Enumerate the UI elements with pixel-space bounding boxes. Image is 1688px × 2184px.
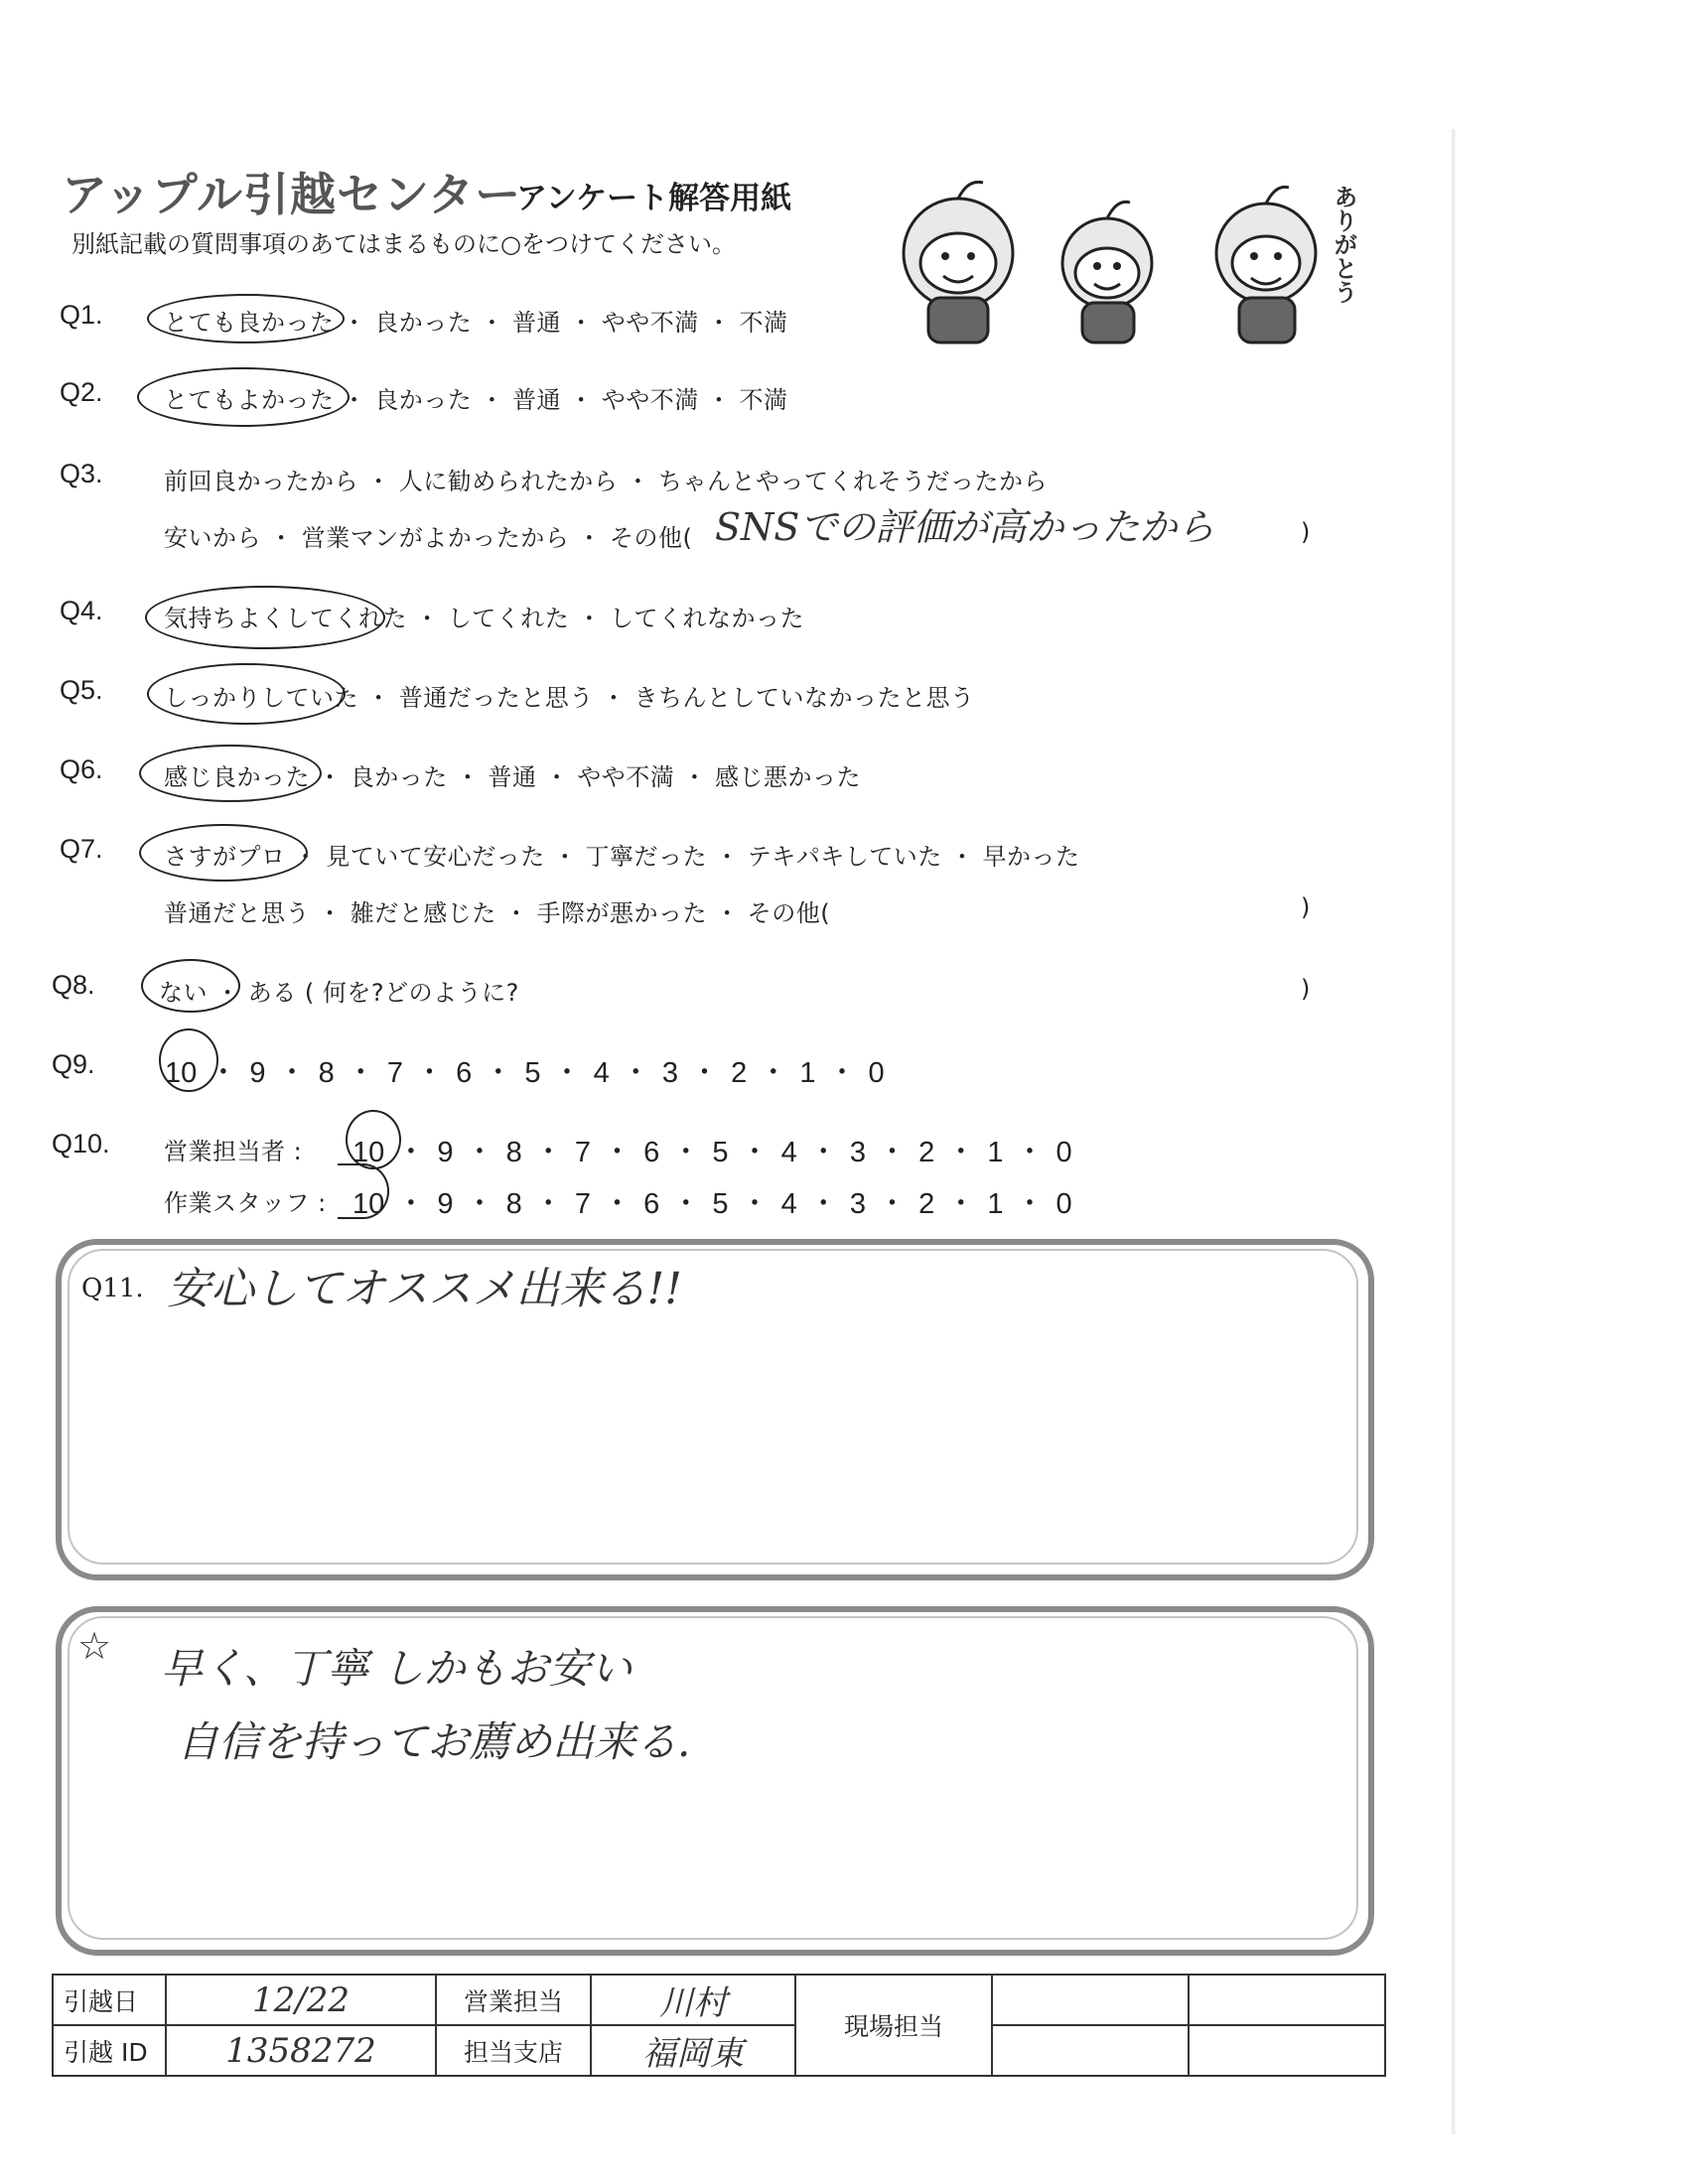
q6-options[interactable]: 感じ良かった ・ 良かった ・ 普通 ・ やや不満 ・ 感じ悪かった [164, 763, 862, 791]
move-id-value: 1358272 [166, 2025, 436, 2076]
q1-options[interactable]: とても良かった ・ 良かった ・ 普通 ・ やや不満 ・ 不満 [164, 309, 788, 337]
comment-line-2: 自信を持ってお薦め出来る. [177, 1717, 691, 1766]
q8-options[interactable]: ない ・ ある ( 何を?どのように? [159, 979, 519, 1007]
q2-answer-circle [137, 367, 350, 427]
star-icon: ☆ [77, 1624, 112, 1668]
footer-info-table [52, 1974, 1386, 2077]
site-cell-1 [992, 1975, 1189, 2025]
q9-label: Q9. [52, 1049, 95, 1079]
sales-value: 川村 [591, 1975, 795, 2025]
site-cell-3 [992, 2025, 1189, 2076]
q7-close-paren: ) [1301, 893, 1311, 921]
q2-options[interactable]: とてもよかった ・ 良かった ・ 普通 ・ やや不満 ・ 不満 [164, 386, 788, 414]
comment-line-1: 早く、丁寧 しかもお安い [161, 1644, 633, 1693]
q1-label: Q1. [60, 300, 103, 330]
site-label: 現場担当 [795, 1975, 992, 2076]
form-subtitle: アンケート解答用紙 [516, 181, 792, 216]
q10-staff-answer-circle [338, 1163, 389, 1219]
q7-options-row2[interactable]: 普通だと思う ・ 雑だと感じた ・ 手際が悪かった ・ その他( [164, 899, 831, 927]
site-cell-4 [1189, 2025, 1385, 2076]
q2-label: Q2. [60, 377, 103, 407]
sales-label: 営業担当 [436, 1975, 591, 2025]
page-edge [1452, 129, 1456, 2134]
move-id-label: 引越 ID [53, 2025, 166, 2076]
move-date-value: 12/22 [166, 1975, 436, 2025]
q8-label: Q8. [52, 970, 95, 1000]
q11-label: Q11. [81, 1274, 144, 1303]
q10-label: Q10. [52, 1129, 110, 1159]
q10-staff-label: 作業スタッフ : [164, 1189, 327, 1217]
move-date-label: 引越日 [53, 1975, 166, 2025]
q5-options[interactable]: しっかりしていた ・ 普通だったと思う ・ きちんとしていなかったと思う [164, 684, 975, 712]
q3-options[interactable]: 前回良かったから ・ 人に勧められたから ・ ちゃんとやってくれそうだったから [164, 468, 1049, 495]
q3-options-row2[interactable]: 安いから ・ 営業マンがよかったから ・ その他( [164, 524, 693, 552]
site-cell-2 [1189, 1975, 1385, 2025]
q6-label: Q6. [60, 754, 103, 784]
q10-staff-scale[interactable]: 10 ・ 9 ・ 8 ・ 7 ・ 6 ・ 5 ・ 4 ・ 3 ・ 2 ・ 1 ・ 0 [352, 1188, 1072, 1220]
q7-options[interactable]: さすがプロ ・ 見ていて安心だった ・ 丁寧だった ・ テキパキしていた ・ 早かった [164, 843, 1080, 871]
q3-label: Q3. [60, 459, 103, 488]
q8-close-paren: ) [1301, 975, 1311, 1003]
q6-answer-circle [139, 745, 322, 802]
branch-label: 担当支店 [436, 2025, 591, 2076]
q9-answer-circle [159, 1028, 218, 1092]
q10-sales-scale[interactable]: 10 ・ 9 ・ 8 ・ 7 ・ 6 ・ 5 ・ 4 ・ 3 ・ 2 ・ 1 ・ 0 [352, 1137, 1072, 1168]
instruction-text: 別紙記載の質問事項のあてはまるものに○をつけてください。 [71, 230, 736, 258]
monkey-mascots-illustration [874, 169, 1360, 347]
q10-sales-label: 営業担当者 : [164, 1138, 303, 1165]
q7-answer-circle [139, 824, 308, 882]
q5-label: Q5. [60, 675, 103, 705]
q8-answer-circle [141, 959, 240, 1013]
q3-other-answer: SNSでの評価が高かったから [715, 505, 1215, 549]
company-title: アップル引越センター [62, 168, 522, 221]
q10-sales-answer-circle [346, 1110, 401, 1169]
q3-close-paren: ) [1301, 518, 1311, 546]
q9-scale[interactable]: 10 ・ 9 ・ 8 ・ 7 ・ 6 ・ 5 ・ 4 ・ 3 ・ 2 ・ 1 ・ 0 [165, 1057, 885, 1089]
q4-options[interactable]: 気持ちよくしてくれた ・ してくれた ・ してくれなかった [164, 605, 805, 632]
q5-answer-circle [147, 663, 346, 725]
q4-answer-circle [145, 586, 385, 649]
q4-label: Q4. [60, 596, 103, 625]
arigatou-text: ありがとう [1330, 185, 1357, 304]
q7-label: Q7. [60, 834, 103, 864]
q11-answer: 安心してオススメ出来る!! [167, 1264, 682, 1314]
branch-value: 福岡東 [591, 2025, 795, 2076]
q1-answer-circle [147, 294, 345, 343]
